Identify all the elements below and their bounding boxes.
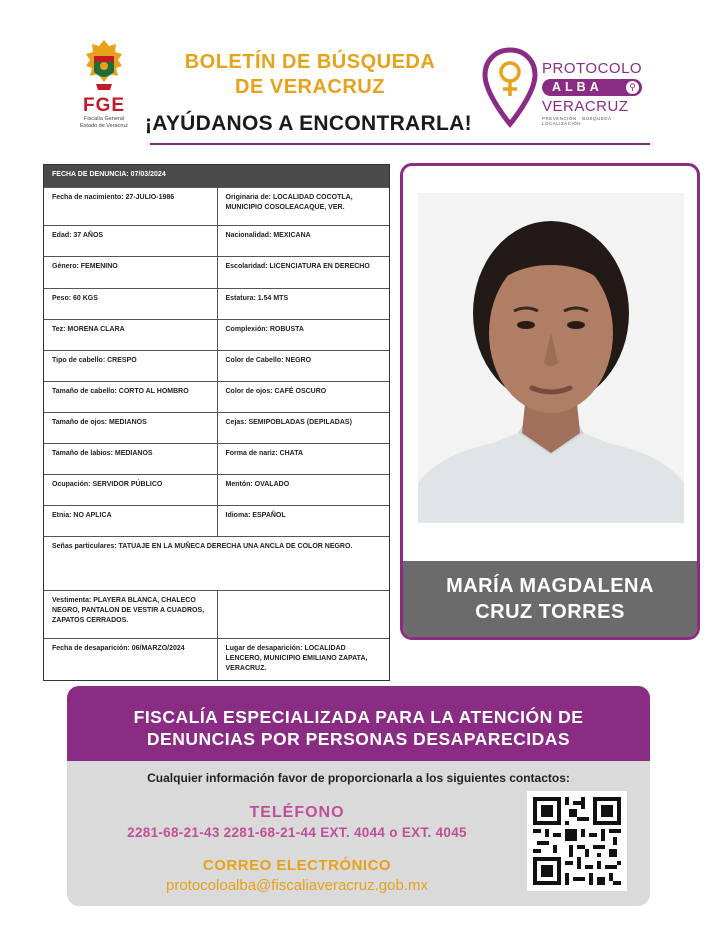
email-address[interactable]: protocoloalba@fiscaliaveracruz.gob.mx [165,877,429,894]
table-cell: Tipo de cabello: CRESPO [52,357,137,364]
alba-pill-text: ALBA [552,80,603,94]
photo-card [400,163,700,640]
table-cell: Peso: 60 KGS [52,295,98,302]
name-line2: CRUZ TORRES [475,601,625,623]
table-row [44,505,389,536]
alba-bottom-text: VERACRUZ [542,98,629,115]
person-name [403,561,697,639]
table-cell: Etnia: NO APLICA [52,512,112,519]
bulletin-header [0,0,720,150]
table-cell: Tez: MORENA CLARA [52,326,125,333]
alba-top-text: PROTOCOLO [542,60,643,77]
table-cell: Idioma: ESPAÑOL [217,506,390,536]
table-cell: Tamaño de labios: MEDIANOS [52,450,153,457]
contact-box [67,761,650,906]
table-row [44,187,389,225]
table-cell: Tamaño de cabello: CORTO AL HOMBRO [52,388,189,395]
table-cell: Nacionalidad: MEXICANA [217,226,390,256]
table-cell: Color de Cabello: NEGRO [217,351,390,381]
table-cell: Fecha de nacimiento: 27-JULIO-1986 [52,194,175,201]
title-line1: BOLETÍN DE BÚSQUEDA [184,51,436,73]
name-line1: MARÍA MAGDALENA [446,575,654,597]
table-cell: Mentón: OVALADO [217,475,390,505]
agency-line2: DENUNCIAS POR PERSONAS DESAPARECIDAS [146,729,571,749]
table-cell: Cejas: SEMIPOBLADAS (DEPILADAS) [217,413,390,443]
header-divider [150,143,650,145]
table-cell: Edad: 37 AÑOS [52,232,104,239]
fge-logo [70,38,138,129]
table-cell: Originaria de: LOCALIDAD COCOTLA, MUNICIPIO COSOLEACAQUE, VER. [217,188,390,225]
protocolo-alba-logo [482,46,662,136]
bulletin-title [150,50,470,100]
table-cell: Género: FEMENINO [52,263,118,270]
table-row [44,350,389,381]
table-row [44,288,389,319]
table-row [44,638,389,680]
alba-tagline: PREVENCIÓN · BÚSQUEDA · LOCALIZACIÓN [542,116,616,126]
title-line2: DE VERACRUZ [235,76,385,98]
fge-sub1: Fiscalía General [83,116,125,122]
table-row [44,443,389,474]
distinguishing-marks: Señas particulares: TATUAJE EN LA MUÑECA DERECHA UNA ANCLA DE COLOR NEGRO. [52,543,353,550]
veracruz-shield-icon [82,38,126,96]
table-cell: Complexión: ROBUSTA [217,320,390,350]
map-pin-venus-icon [482,46,538,130]
table-row [44,225,389,256]
table-row [44,412,389,443]
fge-sub2: Estado de Veracruz [79,122,128,129]
email-label: CORREO ELECTRÓNICO [202,857,392,874]
alba-pill [542,79,642,96]
magnifier-icon: ⚲ [626,81,639,94]
table-cell: Escolaridad: LICENCIATURA EN DERECHO [217,257,390,288]
table-cell: Estatura: 1.54 MTS [217,289,390,319]
agency-line1: FISCALÍA ESPECIALIZADA PARA LA ATENCIÓN DE [133,707,584,727]
person-photo [418,193,684,523]
contact-instructions: Cualquier información favor de proporcionarla a los siguientes contactos: [147,771,570,785]
table-row [44,474,389,505]
table-row [44,536,389,590]
table-row [44,256,389,288]
phone-label: TELÉFONO [249,804,345,821]
table-row [44,590,389,638]
disappearance-date: Fecha de desaparición: 06/MARZO/2024 [52,645,185,652]
clothing: Vestimenta: PLAYERA BLANCA, CHALECO NEGRO, PANTALON DE VESTIR A CUADROS, ZAPATOS CERRADOS. [52,597,205,624]
help-subtitle: ¡AYÚDANOS A ENCONTRARLA! [145,112,472,135]
table-cell: Tamaño de ojos: MEDIANOS [52,419,147,426]
table-cell: Forma de nariz: CHATA [217,444,390,474]
qr-code-icon[interactable] [527,791,627,891]
person-details-table [43,164,390,681]
agency-band [67,686,650,761]
clothing-extra [217,591,390,638]
phone-numbers[interactable]: 2281-68-21-43 2281-68-21-44 EXT. 4044 o EXT. 4045 [127,825,467,840]
table-row [44,319,389,350]
disappearance-place: Lugar de desaparición: LOCALIDAD LENCERO, MUNICIPIO EMILIANO ZAPATA, VERACRUZ. [217,639,390,680]
table-row [44,381,389,412]
complaint-date: FECHA DE DENUNCIA: 07/03/2024 [44,165,389,187]
fge-brand: FGE [82,95,126,116]
table-cell: Ocupación: SERVIDOR PÚBLICO [52,481,163,488]
table-cell: Color de ojos: CAFÉ OSCURO [217,382,390,412]
